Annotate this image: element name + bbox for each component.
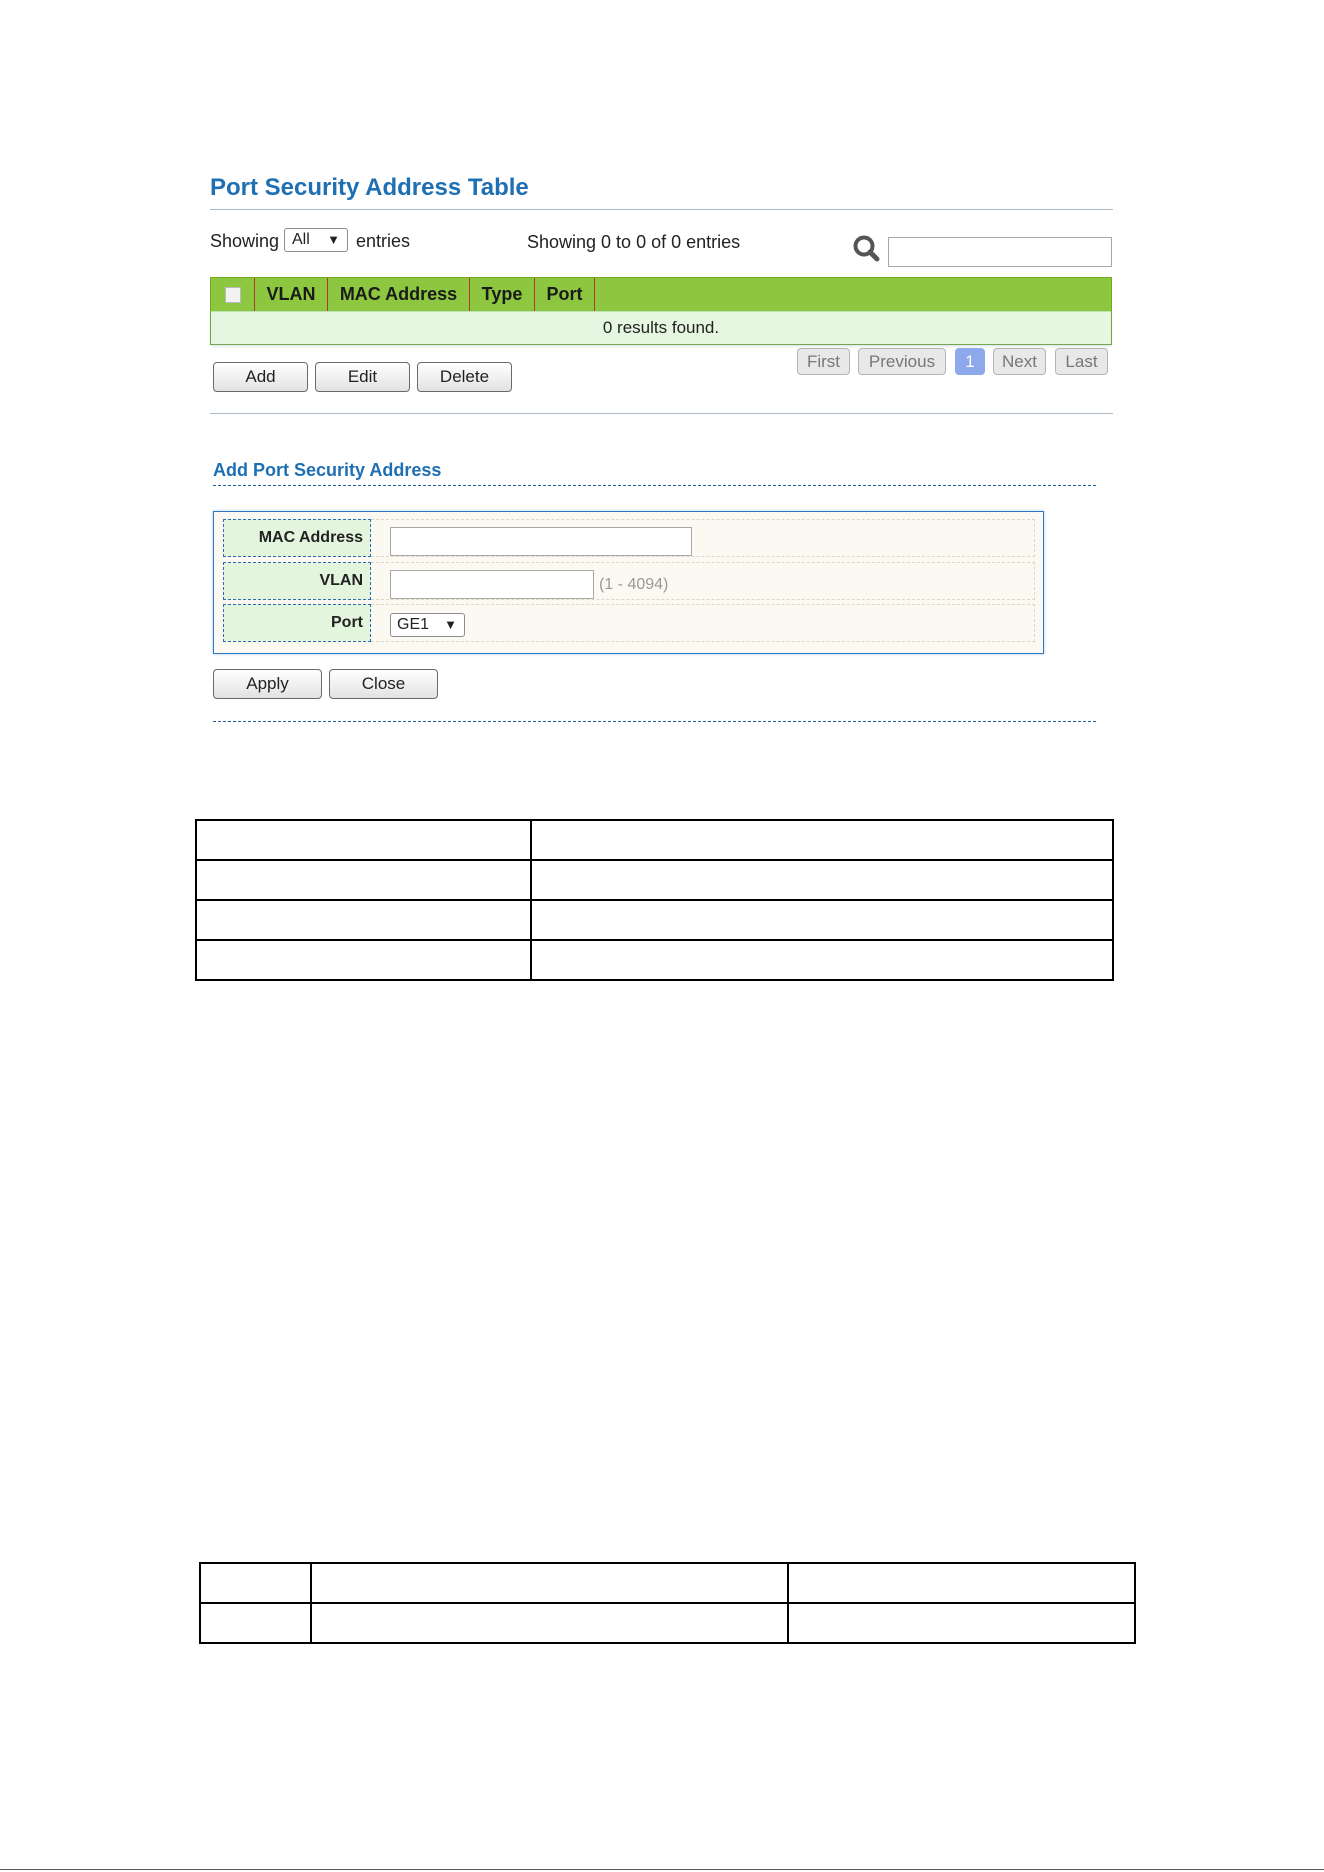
column-header-mac-address[interactable]: MAC Address	[328, 278, 470, 311]
port-select-value: GE1	[397, 616, 430, 633]
pagination-next[interactable]: Next	[993, 348, 1046, 375]
apply-button[interactable]: Apply	[213, 669, 322, 699]
table-cell	[531, 940, 1113, 980]
port-label: Port	[223, 604, 371, 642]
close-button[interactable]: Close	[329, 669, 438, 699]
table-cell	[200, 1563, 311, 1603]
pagination-current-page[interactable]: 1	[955, 348, 985, 375]
section-divider	[210, 413, 1113, 414]
column-header-port[interactable]: Port	[535, 278, 595, 311]
vlan-range-hint: (1 - 4094)	[599, 576, 669, 593]
pagination-last[interactable]: Last	[1055, 348, 1108, 375]
vlan-input[interactable]	[390, 570, 594, 599]
table-cell	[311, 1603, 788, 1643]
table-row	[196, 820, 1113, 860]
entries-select-value: All	[292, 231, 310, 248]
table-cell	[196, 900, 531, 940]
search-input[interactable]	[888, 237, 1112, 267]
table-cell	[196, 940, 531, 980]
table-row	[196, 860, 1113, 900]
table-cell	[531, 900, 1113, 940]
empty-results-row: 0 results found.	[211, 311, 1111, 344]
port-row	[371, 604, 1035, 642]
chevron-down-icon: ▼	[327, 232, 340, 247]
add-button[interactable]: Add	[213, 362, 308, 392]
table-header	[211, 278, 1111, 311]
mac-address-label: MAC Address	[223, 519, 371, 557]
pagination-first[interactable]: First	[797, 348, 850, 375]
table-cell	[196, 820, 531, 860]
select-all-checkbox[interactable]	[211, 278, 255, 311]
add-form-title: Add Port Security Address	[213, 460, 442, 480]
table-cell	[788, 1603, 1135, 1643]
table-row	[200, 1563, 1135, 1603]
table-cell	[311, 1563, 788, 1603]
vlan-label: VLAN	[223, 562, 371, 600]
search-icon[interactable]	[852, 234, 882, 264]
port-security-table	[210, 277, 1112, 345]
page-title: Port Security Address Table	[210, 174, 529, 201]
entries-per-page-select[interactable]	[284, 228, 348, 252]
pagination-previous[interactable]: Previous	[858, 348, 946, 375]
page-bottom-divider	[0, 1869, 1324, 1870]
table-cell	[531, 860, 1113, 900]
column-header-vlan[interactable]: VLAN	[255, 278, 328, 311]
info-table	[199, 1562, 1136, 1644]
table-row	[196, 940, 1113, 980]
form-bottom-divider	[213, 721, 1096, 722]
delete-button[interactable]: Delete	[417, 362, 512, 392]
port-select[interactable]	[390, 613, 465, 637]
add-address-form	[213, 511, 1044, 654]
edit-button[interactable]: Edit	[315, 362, 410, 392]
table-cell	[531, 820, 1113, 860]
column-header-type[interactable]: Type	[470, 278, 535, 311]
table-cell	[196, 860, 531, 900]
entries-summary: Showing 0 to 0 of 0 entries	[527, 232, 741, 252]
form-title-divider	[213, 485, 1096, 486]
parameter-table	[195, 819, 1114, 981]
table-row	[196, 900, 1113, 940]
table-cell	[788, 1563, 1135, 1603]
chevron-down-icon: ▼	[444, 617, 457, 632]
table-cell	[200, 1603, 311, 1643]
mac-address-input[interactable]	[390, 527, 692, 556]
entries-label: entries	[356, 231, 411, 251]
table-row	[200, 1603, 1135, 1643]
showing-label: Showing	[210, 231, 280, 251]
title-divider	[210, 209, 1113, 210]
